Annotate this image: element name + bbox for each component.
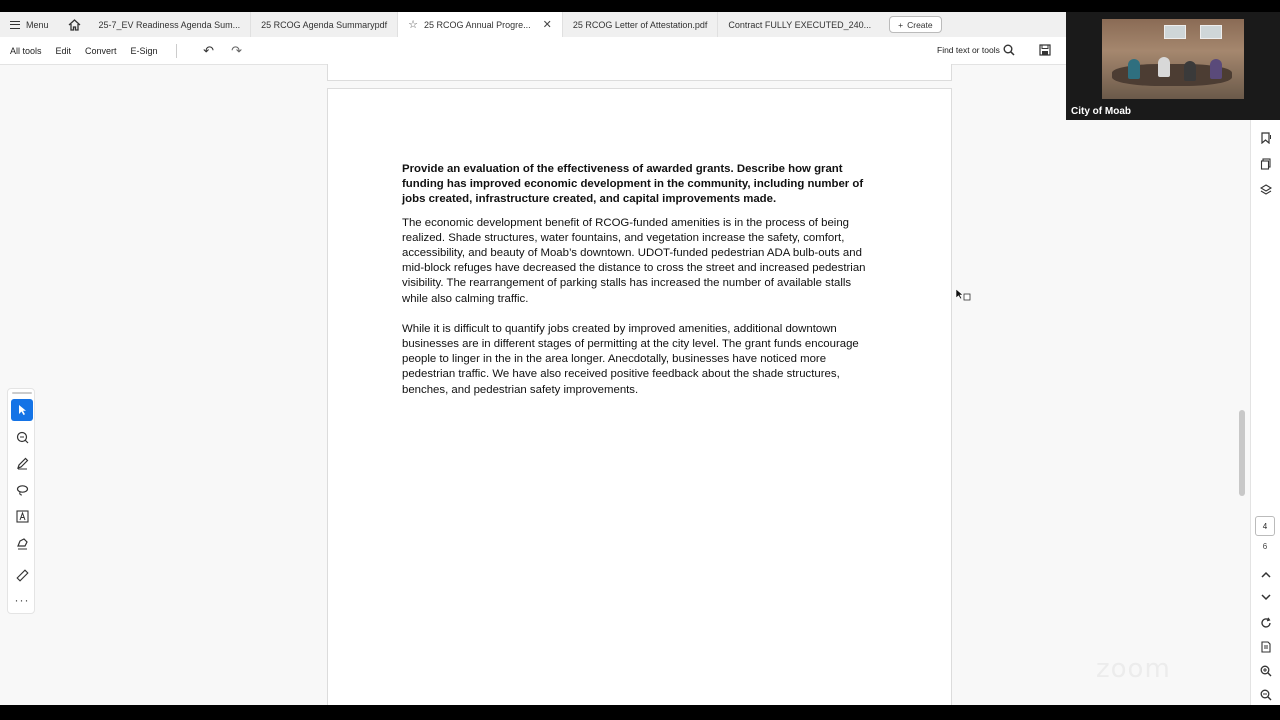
main-toolbar [0,37,1066,65]
video-person-shape [1158,57,1170,77]
select-arrow-icon [16,404,28,416]
page-view-button[interactable] [1257,638,1275,656]
tab-label: 25 RCOG Annual Progre... [424,19,531,30]
layers-button[interactable] [1257,181,1275,199]
participant-video [1102,19,1244,99]
panel-grip[interactable] [12,392,32,394]
more-tools-button[interactable] [11,589,33,611]
zoom-out-button[interactable] [1257,686,1275,704]
next-page-button[interactable] [1257,588,1275,606]
lasso-icon [16,484,29,497]
select-tool-button[interactable] [11,399,33,421]
more-icon: ··· [14,593,30,607]
pen-icon [16,457,29,470]
chevron-up-icon [1261,571,1271,579]
lasso-tool-button[interactable] [11,479,33,501]
toolbar-divider [176,44,177,58]
pages-button[interactable] [1257,155,1275,173]
video-window-shape [1164,25,1186,39]
refresh-icon [1260,617,1272,629]
bookmark-button[interactable] [1257,129,1275,147]
ruler-icon [16,569,29,582]
previous-page-button[interactable] [1257,566,1275,584]
right-rail [1250,120,1280,705]
close-tab-icon[interactable]: ✕ [542,19,552,31]
menu-button[interactable] [0,12,61,37]
video-participant-tile[interactable] [1066,12,1280,120]
signature-icon [16,537,29,550]
question-heading: Provide an evaluation of the effectiveness of awarded grants. Describe how grant funding has improved economic development in the community, including number of jobs created, infrastructure created, and capital improvements made. [402,163,864,206]
undo-icon[interactable]: ↶ [203,42,215,58]
draw-tool-button[interactable] [11,452,33,474]
page-content [402,162,877,413]
screen-bottom-border [0,705,1280,720]
layers-icon [1260,184,1272,196]
scrollbar-thumb[interactable] [1239,410,1245,496]
quick-tools-panel [7,388,35,614]
tab-contract[interactable] [718,12,881,37]
vertical-scrollbar[interactable] [1237,120,1247,705]
answer-paragraph-1: The economic development benefit of RCOG-funded amenities is in the process of being realized. Shade structures, water fountains, and vegetation increase the safety, comfort, accessibility, and beauty of Moab’s downtown. UDOT-funded pedestrian ADA bulb-outs and mid-block refuges have decreased the distance to cross the street and increased pedestrian visibility. The rearrangement of parking stalls has increased the number of available stalls while also calming traffic. [402,216,866,305]
tab-label: 25-7_EV Readiness Agenda Sum... [98,19,241,30]
page-total: 6 [1262,542,1268,551]
tab-ev-readiness[interactable] [89,12,252,37]
document-viewport[interactable] [0,66,1248,705]
search-icon[interactable] [1003,44,1015,56]
answer-paragraph-2: While it is difficult to quantify jobs created by improved amenities, additional downtown businesses are in different stages of permitting at the city level. The grant funds encourage people to linger in the in the area longer. Anecdotally, businesses have noticed more pedestrian traffic. We have also received positive feedback about the shade structures, benches, and pedestrian safety improvements. [402,322,859,396]
comment-tool-button[interactable] [11,426,33,448]
bookmark-icon [1260,132,1272,144]
create-button[interactable] [889,16,941,33]
rotate-button[interactable] [1257,614,1275,632]
video-person-shape [1184,61,1196,81]
star-icon[interactable]: ☆ [408,19,419,31]
convert-button[interactable]: Convert [85,45,117,56]
create-label: Create [907,19,933,30]
tab-rcog-agenda[interactable] [251,12,398,37]
measure-tool-button[interactable] [11,564,33,586]
pages-icon [1260,158,1272,170]
sign-tool-button[interactable] [11,532,33,554]
home-icon [68,19,81,31]
tab-label: Contract FULLY EXECUTED_240... [728,19,872,30]
redo-icon[interactable]: ↷ [231,42,243,58]
tab-rcog-letter[interactable] [563,12,719,37]
chevron-down-icon [1261,593,1271,601]
participant-name: City of Moab [1071,106,1131,117]
zoom-in-icon [1260,665,1272,677]
all-tools-button[interactable]: All tools [10,45,42,56]
page-number-input[interactable]: 4 [1255,516,1275,536]
pdf-page [327,88,952,705]
text-box-tool-button[interactable] [11,505,33,527]
edit-button[interactable]: Edit [55,45,72,56]
comment-icon [16,431,29,444]
esign-button[interactable]: E-Sign [130,45,158,56]
screen-top-border [0,0,1280,12]
zoom-watermark: zoom [1096,654,1171,684]
tab-rcog-annual-progress[interactable] [398,12,563,37]
tab-bar [0,12,1066,37]
previous-page [327,64,952,81]
zoom-out-icon [1260,689,1272,701]
menu-label: Menu [26,19,49,30]
video-person-shape [1128,59,1140,79]
cursor-arrow-icon [955,288,973,302]
video-person-shape [1210,59,1222,79]
zoom-in-button[interactable] [1257,662,1275,680]
find-text-or-tools[interactable]: Find text or tools [937,45,1000,55]
home-button[interactable] [61,12,89,37]
text-box-icon [16,510,29,523]
hamburger-icon [10,21,20,29]
video-window-shape [1200,25,1222,39]
save-icon[interactable] [1039,44,1051,56]
tab-label: 25 RCOG Agenda Summarypdf [261,19,388,30]
plus-icon: + [898,19,904,30]
acrobat-window [0,12,1280,705]
tab-label: 25 RCOG Letter of Attestation.pdf [572,19,708,30]
document-icon [1260,641,1272,653]
mouse-cursor [955,288,973,307]
